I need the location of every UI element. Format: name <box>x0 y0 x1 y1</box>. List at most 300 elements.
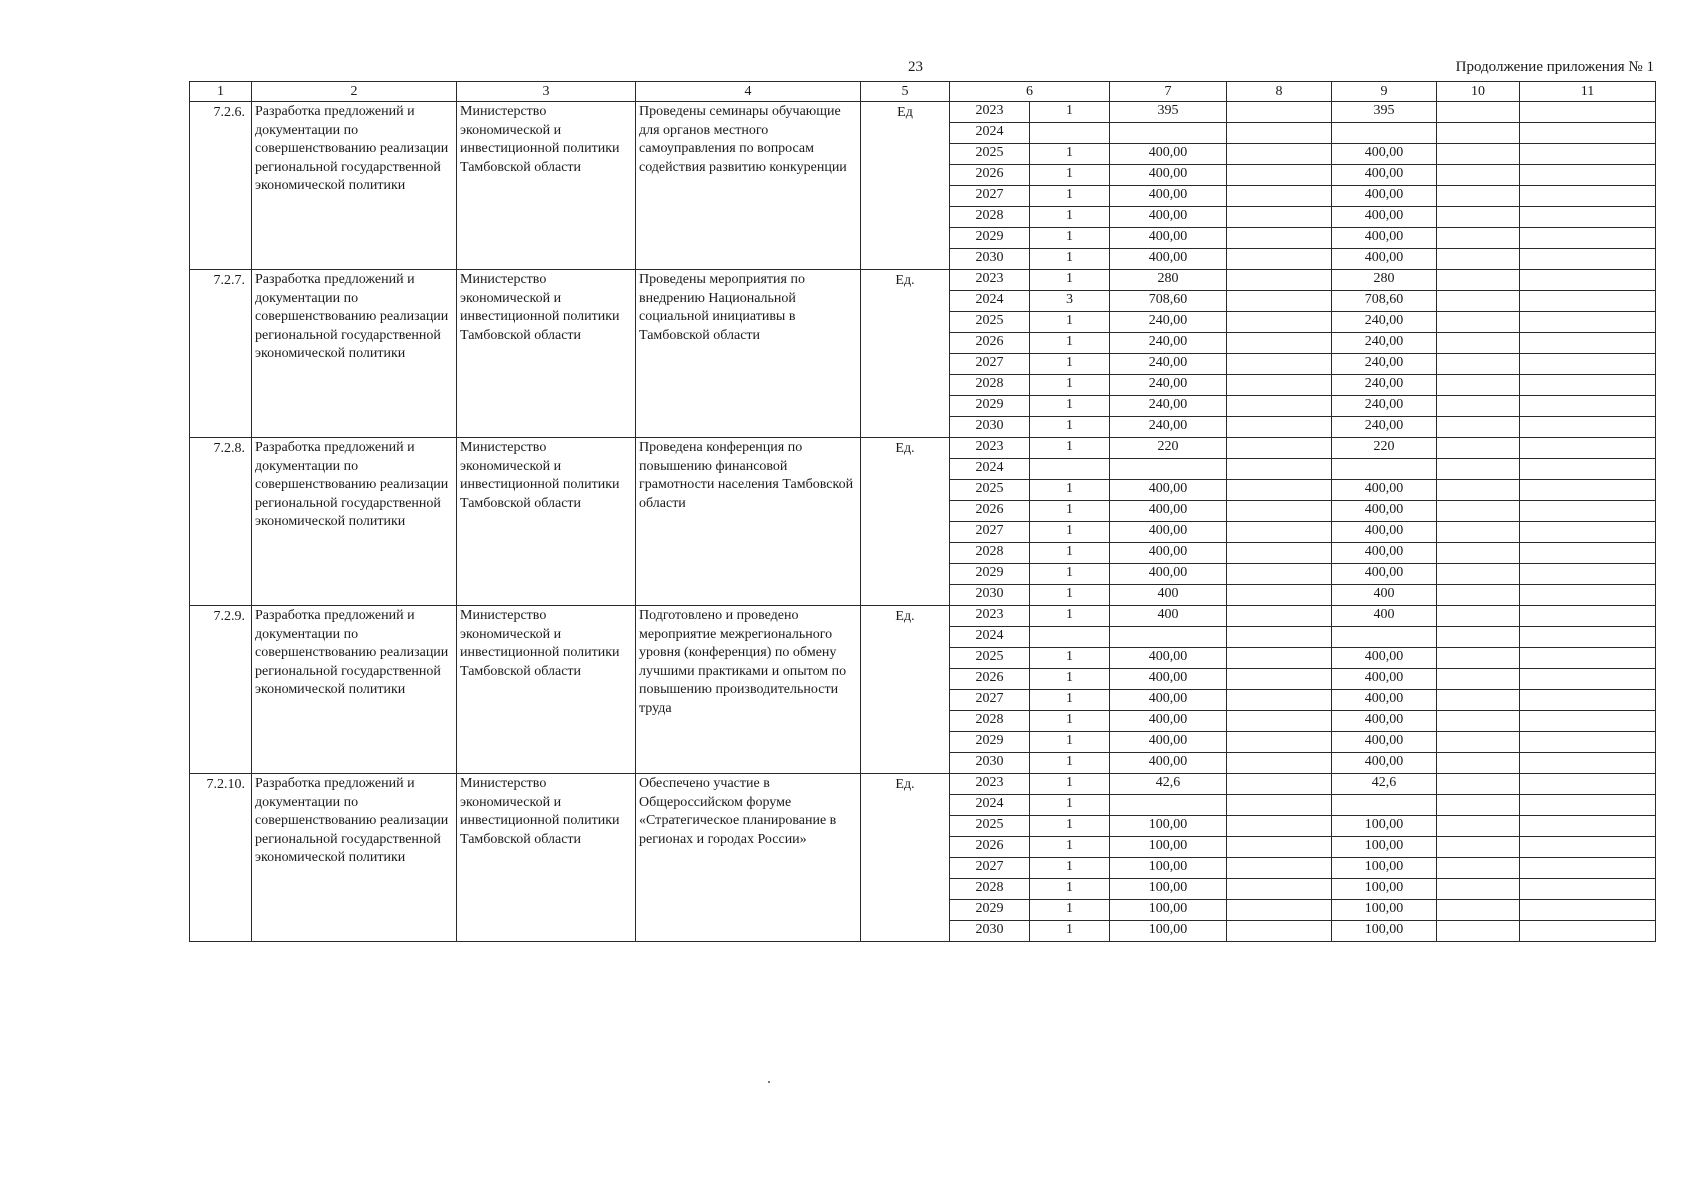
col-7-value <box>1110 627 1227 648</box>
col-8-empty <box>1227 690 1332 711</box>
col-7-value: 400,00 <box>1110 207 1227 228</box>
item-code: 7.2.8. <box>190 438 252 606</box>
col-8-empty <box>1227 207 1332 228</box>
executor-name: Министерство экономической и инвестиционной политики Тамбовской области <box>457 438 636 606</box>
header-col-10: 10 <box>1437 82 1520 102</box>
col-7-value: 100,00 <box>1110 921 1227 942</box>
col-10-empty <box>1437 354 1520 375</box>
header-row <box>190 82 1656 102</box>
col-10-empty <box>1437 627 1520 648</box>
year-cell: 2023 <box>950 438 1030 459</box>
year-cell: 2027 <box>950 858 1030 879</box>
count-cell: 1 <box>1030 249 1110 270</box>
col-9-value: 400,00 <box>1332 501 1437 522</box>
count-cell: 1 <box>1030 501 1110 522</box>
col-10-empty <box>1437 543 1520 564</box>
col-8-empty <box>1227 795 1332 816</box>
col-11-empty <box>1520 627 1656 648</box>
year-cell: 2025 <box>950 648 1030 669</box>
count-cell: 1 <box>1030 879 1110 900</box>
col-8-empty <box>1227 921 1332 942</box>
col-11-empty <box>1520 354 1656 375</box>
col-10-empty <box>1437 585 1520 606</box>
col-9-value: 100,00 <box>1332 879 1437 900</box>
year-cell: 2023 <box>950 606 1030 627</box>
page-number: 23 <box>908 59 923 75</box>
col-11-empty <box>1520 522 1656 543</box>
year-cell: 2026 <box>950 669 1030 690</box>
unit-of-measure: Ед. <box>861 774 950 942</box>
count-cell: 1 <box>1030 333 1110 354</box>
col-10-empty <box>1437 207 1520 228</box>
count-cell: 1 <box>1030 648 1110 669</box>
year-cell: 2030 <box>950 753 1030 774</box>
col-9-value: 220 <box>1332 438 1437 459</box>
col-10-empty <box>1437 648 1520 669</box>
header-col-11: 11 <box>1520 82 1656 102</box>
col-8-empty <box>1227 333 1332 354</box>
col-10-empty <box>1437 858 1520 879</box>
count-cell: 1 <box>1030 837 1110 858</box>
activity-name: Разработка предложений и документации по совершенствованию реализации региональной государственной экономической политики <box>252 606 457 774</box>
col-10-empty <box>1437 837 1520 858</box>
col-11-empty <box>1520 816 1656 837</box>
col-8-empty <box>1227 669 1332 690</box>
year-cell: 2026 <box>950 333 1030 354</box>
col-8-empty <box>1227 249 1332 270</box>
count-cell: 1 <box>1030 354 1110 375</box>
col-9-value: 400 <box>1332 606 1437 627</box>
col-7-value: 100,00 <box>1110 858 1227 879</box>
col-9-value: 400,00 <box>1332 648 1437 669</box>
col-7-value: 400,00 <box>1110 249 1227 270</box>
year-cell: 2029 <box>950 732 1030 753</box>
col-10-empty <box>1437 732 1520 753</box>
col-7-value: 400,00 <box>1110 144 1227 165</box>
col-10-empty <box>1437 921 1520 942</box>
year-cell: 2028 <box>950 543 1030 564</box>
year-cell: 2026 <box>950 165 1030 186</box>
col-7-value: 240,00 <box>1110 333 1227 354</box>
result-description: Проведены мероприятия по внедрению Национальной социальной инициативы в Тамбовской области <box>636 270 861 438</box>
col-8-empty <box>1227 165 1332 186</box>
year-cell: 2024 <box>950 123 1030 144</box>
col-7-value: 708,60 <box>1110 291 1227 312</box>
col-11-empty <box>1520 669 1656 690</box>
col-8-empty <box>1227 291 1332 312</box>
col-11-empty <box>1520 375 1656 396</box>
col-7-value: 400,00 <box>1110 480 1227 501</box>
col-11-empty <box>1520 249 1656 270</box>
count-cell: 1 <box>1030 690 1110 711</box>
count-cell: 1 <box>1030 858 1110 879</box>
activity-name: Разработка предложений и документации по совершенствованию реализации региональной государственной экономической политики <box>252 438 457 606</box>
year-cell: 2023 <box>950 270 1030 291</box>
table-row <box>190 774 1656 795</box>
count-cell: 1 <box>1030 375 1110 396</box>
year-cell: 2024 <box>950 795 1030 816</box>
col-11-empty <box>1520 165 1656 186</box>
col-7-value: 240,00 <box>1110 417 1227 438</box>
col-9-value: 400,00 <box>1332 165 1437 186</box>
col-10-empty <box>1437 186 1520 207</box>
col-7-value: 400,00 <box>1110 564 1227 585</box>
year-cell: 2030 <box>950 921 1030 942</box>
col-9-value: 400,00 <box>1332 669 1437 690</box>
count-cell: 1 <box>1030 543 1110 564</box>
col-11-empty <box>1520 459 1656 480</box>
col-9-value: 240,00 <box>1332 312 1437 333</box>
col-10-empty <box>1437 564 1520 585</box>
col-10-empty <box>1437 753 1520 774</box>
header-col-7: 7 <box>1110 82 1227 102</box>
item-code: 7.2.10. <box>190 774 252 942</box>
activity-name: Разработка предложений и документации по совершенствованию реализации региональной государственной экономической политики <box>252 774 457 942</box>
activity-name: Разработка предложений и документации по совершенствованию реализации региональной государственной экономической политики <box>252 102 457 270</box>
col-11-empty <box>1520 312 1656 333</box>
col-11-empty <box>1520 690 1656 711</box>
col-8-empty <box>1227 228 1332 249</box>
col-11-empty <box>1520 228 1656 249</box>
count-cell: 1 <box>1030 606 1110 627</box>
col-9-value: 280 <box>1332 270 1437 291</box>
col-8-empty <box>1227 648 1332 669</box>
col-9-value: 400 <box>1332 585 1437 606</box>
year-cell: 2023 <box>950 102 1030 123</box>
count-cell: 1 <box>1030 900 1110 921</box>
col-7-value: 400,00 <box>1110 543 1227 564</box>
col-11-empty <box>1520 123 1656 144</box>
count-cell: 1 <box>1030 312 1110 333</box>
col-10-empty <box>1437 795 1520 816</box>
col-11-empty <box>1520 186 1656 207</box>
count-cell: 3 <box>1030 291 1110 312</box>
year-cell: 2029 <box>950 396 1030 417</box>
year-cell: 2025 <box>950 480 1030 501</box>
col-10-empty <box>1437 291 1520 312</box>
year-cell: 2025 <box>950 816 1030 837</box>
year-cell: 2030 <box>950 585 1030 606</box>
result-description: Подготовлено и проведено мероприятие межрегионального уровня (конференция) по обмену лучшими практиками и опытом по повышению производительности труда <box>636 606 861 774</box>
col-11-empty <box>1520 774 1656 795</box>
col-8-empty <box>1227 186 1332 207</box>
col-7-value: 400,00 <box>1110 522 1227 543</box>
col-9-value: 400,00 <box>1332 480 1437 501</box>
col-9-value: 42,6 <box>1332 774 1437 795</box>
year-cell: 2023 <box>950 774 1030 795</box>
count-cell: 1 <box>1030 186 1110 207</box>
col-9-value: 100,00 <box>1332 816 1437 837</box>
col-8-empty <box>1227 123 1332 144</box>
col-10-empty <box>1437 396 1520 417</box>
year-cell: 2026 <box>950 501 1030 522</box>
col-8-empty <box>1227 879 1332 900</box>
count-cell: 1 <box>1030 585 1110 606</box>
header-col-8: 8 <box>1227 82 1332 102</box>
col-9-value: 100,00 <box>1332 858 1437 879</box>
col-9-value: 240,00 <box>1332 417 1437 438</box>
count-cell: 1 <box>1030 228 1110 249</box>
count-cell: 1 <box>1030 816 1110 837</box>
count-cell: 1 <box>1030 396 1110 417</box>
col-7-value: 400,00 <box>1110 648 1227 669</box>
col-7-value: 280 <box>1110 270 1227 291</box>
year-cell: 2024 <box>950 459 1030 480</box>
col-9-value: 400,00 <box>1332 543 1437 564</box>
col-8-empty <box>1227 354 1332 375</box>
col-7-value: 400 <box>1110 606 1227 627</box>
col-7-value: 400,00 <box>1110 753 1227 774</box>
col-11-empty <box>1520 732 1656 753</box>
col-7-value: 400,00 <box>1110 165 1227 186</box>
header-col-2: 2 <box>252 82 457 102</box>
col-7-value: 100,00 <box>1110 837 1227 858</box>
col-9-value <box>1332 459 1437 480</box>
col-8-empty <box>1227 459 1332 480</box>
col-7-value <box>1110 459 1227 480</box>
year-cell: 2028 <box>950 879 1030 900</box>
col-7-value: 42,6 <box>1110 774 1227 795</box>
unit-of-measure: Ед <box>861 102 950 270</box>
col-10-empty <box>1437 690 1520 711</box>
col-11-empty <box>1520 795 1656 816</box>
col-10-empty <box>1437 501 1520 522</box>
col-10-empty <box>1437 333 1520 354</box>
col-10-empty <box>1437 711 1520 732</box>
col-8-empty <box>1227 585 1332 606</box>
col-10-empty <box>1437 879 1520 900</box>
count-cell: 1 <box>1030 711 1110 732</box>
col-7-value <box>1110 795 1227 816</box>
col-7-value: 400,00 <box>1110 186 1227 207</box>
col-10-empty <box>1437 459 1520 480</box>
count-cell: 1 <box>1030 438 1110 459</box>
col-10-empty <box>1437 228 1520 249</box>
col-9-value: 100,00 <box>1332 900 1437 921</box>
col-8-empty <box>1227 711 1332 732</box>
col-9-value <box>1332 627 1437 648</box>
col-8-empty <box>1227 375 1332 396</box>
col-11-empty <box>1520 900 1656 921</box>
col-11-empty <box>1520 501 1656 522</box>
col-11-empty <box>1520 837 1656 858</box>
col-7-value: 240,00 <box>1110 354 1227 375</box>
header-col-5: 5 <box>861 82 950 102</box>
year-cell: 2024 <box>950 627 1030 648</box>
executor-name: Министерство экономической и инвестиционной политики Тамбовской области <box>457 606 636 774</box>
scan-speck <box>768 1081 770 1083</box>
col-7-value: 240,00 <box>1110 396 1227 417</box>
col-11-empty <box>1520 648 1656 669</box>
col-10-empty <box>1437 774 1520 795</box>
col-7-value <box>1110 123 1227 144</box>
count-cell: 1 <box>1030 732 1110 753</box>
col-10-empty <box>1437 123 1520 144</box>
col-7-value: 400,00 <box>1110 669 1227 690</box>
count-cell: 1 <box>1030 753 1110 774</box>
count-cell: 1 <box>1030 774 1110 795</box>
item-code: 7.2.6. <box>190 102 252 270</box>
col-8-empty <box>1227 480 1332 501</box>
year-cell: 2027 <box>950 522 1030 543</box>
col-9-value: 400,00 <box>1332 249 1437 270</box>
col-8-empty <box>1227 438 1332 459</box>
col-9-value: 100,00 <box>1332 921 1437 942</box>
col-10-empty <box>1437 438 1520 459</box>
col-9-value: 400,00 <box>1332 564 1437 585</box>
item-code: 7.2.7. <box>190 270 252 438</box>
header-col-1: 1 <box>190 82 252 102</box>
year-cell: 2027 <box>950 186 1030 207</box>
col-8-empty <box>1227 417 1332 438</box>
col-9-value: 400,00 <box>1332 732 1437 753</box>
col-7-value: 240,00 <box>1110 375 1227 396</box>
year-cell: 2027 <box>950 690 1030 711</box>
col-9-value: 400,00 <box>1332 753 1437 774</box>
col-7-value: 100,00 <box>1110 900 1227 921</box>
col-11-empty <box>1520 480 1656 501</box>
result-description: Обеспечено участие в Общероссийском форуме «Стратегическое планирование в регионах и городах России» <box>636 774 861 942</box>
col-10-empty <box>1437 522 1520 543</box>
unit-of-measure: Ед. <box>861 606 950 774</box>
col-7-value: 400,00 <box>1110 711 1227 732</box>
count-cell: 1 <box>1030 102 1110 123</box>
col-8-empty <box>1227 627 1332 648</box>
result-description: Проведена конференция по повышению финансовой грамотности населения Тамбовской области <box>636 438 861 606</box>
col-7-value: 400,00 <box>1110 228 1227 249</box>
header-col-3: 3 <box>457 82 636 102</box>
count-cell: 1 <box>1030 207 1110 228</box>
col-8-empty <box>1227 900 1332 921</box>
col-7-value: 400 <box>1110 585 1227 606</box>
col-9-value: 240,00 <box>1332 396 1437 417</box>
col-11-empty <box>1520 564 1656 585</box>
col-10-empty <box>1437 102 1520 123</box>
col-8-empty <box>1227 606 1332 627</box>
col-9-value <box>1332 123 1437 144</box>
executor-name: Министерство экономической и инвестиционной политики Тамбовской области <box>457 774 636 942</box>
col-8-empty <box>1227 564 1332 585</box>
col-9-value: 400,00 <box>1332 690 1437 711</box>
count-cell: 1 <box>1030 795 1110 816</box>
count-cell: 1 <box>1030 144 1110 165</box>
col-11-empty <box>1520 711 1656 732</box>
plan-table <box>189 81 1656 942</box>
col-11-empty <box>1520 333 1656 354</box>
col-11-empty <box>1520 396 1656 417</box>
count-cell: 1 <box>1030 417 1110 438</box>
item-code: 7.2.9. <box>190 606 252 774</box>
col-9-value: 240,00 <box>1332 333 1437 354</box>
col-7-value: 240,00 <box>1110 312 1227 333</box>
col-10-empty <box>1437 144 1520 165</box>
col-9-value: 400,00 <box>1332 186 1437 207</box>
year-cell: 2029 <box>950 900 1030 921</box>
unit-of-measure: Ед. <box>861 270 950 438</box>
header-col-4: 4 <box>636 82 861 102</box>
col-10-empty <box>1437 480 1520 501</box>
year-cell: 2024 <box>950 291 1030 312</box>
count-cell: 1 <box>1030 564 1110 585</box>
col-8-empty <box>1227 858 1332 879</box>
col-7-value: 100,00 <box>1110 879 1227 900</box>
col-9-value: 400,00 <box>1332 144 1437 165</box>
col-10-empty <box>1437 606 1520 627</box>
col-9-value: 240,00 <box>1332 354 1437 375</box>
col-9-value: 400,00 <box>1332 522 1437 543</box>
col-8-empty <box>1227 102 1332 123</box>
col-8-empty <box>1227 396 1332 417</box>
col-11-empty <box>1520 921 1656 942</box>
col-8-empty <box>1227 501 1332 522</box>
col-11-empty <box>1520 438 1656 459</box>
count-cell <box>1030 627 1110 648</box>
table-row <box>190 102 1656 123</box>
col-9-value: 240,00 <box>1332 375 1437 396</box>
col-10-empty <box>1437 669 1520 690</box>
col-10-empty <box>1437 816 1520 837</box>
year-cell: 2029 <box>950 228 1030 249</box>
col-11-empty <box>1520 753 1656 774</box>
year-cell: 2028 <box>950 375 1030 396</box>
table-row <box>190 270 1656 291</box>
col-9-value: 395 <box>1332 102 1437 123</box>
col-9-value: 708,60 <box>1332 291 1437 312</box>
col-7-value: 400,00 <box>1110 732 1227 753</box>
col-11-empty <box>1520 417 1656 438</box>
col-11-empty <box>1520 270 1656 291</box>
activity-name: Разработка предложений и документации по совершенствованию реализации региональной государственной экономической политики <box>252 270 457 438</box>
col-11-empty <box>1520 102 1656 123</box>
count-cell: 1 <box>1030 480 1110 501</box>
year-cell: 2030 <box>950 417 1030 438</box>
col-10-empty <box>1437 249 1520 270</box>
count-cell: 1 <box>1030 522 1110 543</box>
col-10-empty <box>1437 417 1520 438</box>
year-cell: 2025 <box>950 312 1030 333</box>
col-11-empty <box>1520 858 1656 879</box>
year-cell: 2029 <box>950 564 1030 585</box>
result-description: Проведены семинары обучающие для органов местного самоуправления по вопросам содействия развитию конкуренции <box>636 102 861 270</box>
col-8-empty <box>1227 312 1332 333</box>
col-10-empty <box>1437 165 1520 186</box>
count-cell: 1 <box>1030 165 1110 186</box>
col-10-empty <box>1437 900 1520 921</box>
table-row <box>190 606 1656 627</box>
col-9-value: 100,00 <box>1332 837 1437 858</box>
col-7-value: 100,00 <box>1110 816 1227 837</box>
col-8-empty <box>1227 837 1332 858</box>
count-cell: 1 <box>1030 921 1110 942</box>
col-10-empty <box>1437 312 1520 333</box>
count-cell <box>1030 459 1110 480</box>
year-cell: 2030 <box>950 249 1030 270</box>
col-11-empty <box>1520 291 1656 312</box>
count-cell: 1 <box>1030 669 1110 690</box>
col-9-value: 400,00 <box>1332 207 1437 228</box>
executor-name: Министерство экономической и инвестиционной политики Тамбовской области <box>457 102 636 270</box>
year-cell: 2026 <box>950 837 1030 858</box>
col-8-empty <box>1227 774 1332 795</box>
col-7-value: 395 <box>1110 102 1227 123</box>
col-11-empty <box>1520 879 1656 900</box>
col-8-empty <box>1227 732 1332 753</box>
col-10-empty <box>1437 270 1520 291</box>
col-11-empty <box>1520 606 1656 627</box>
col-11-empty <box>1520 543 1656 564</box>
col-8-empty <box>1227 816 1332 837</box>
col-8-empty <box>1227 144 1332 165</box>
